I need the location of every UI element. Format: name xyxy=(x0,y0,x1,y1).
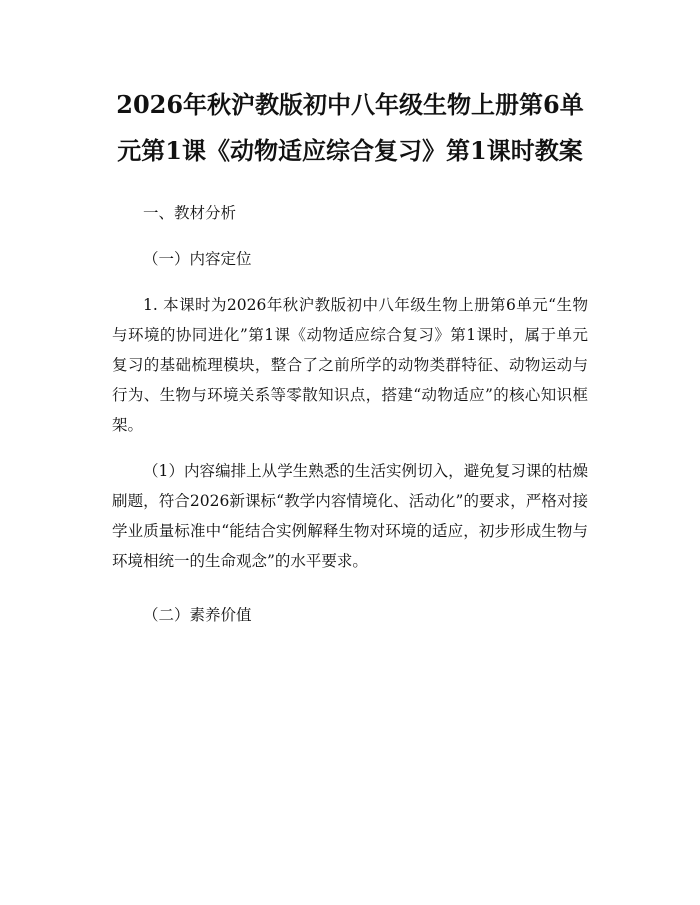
body-paragraph-1: 1. 本课时为2026年秋沪教版初中八年级生物上册第6单元“生物与环境的协同进化”第1课《动物适应综合复习》第1课时，属于单元复习的基础梳理模块，整合了之前所学的动物类群特征、动物运动与行为、生物与环境关系等零散知识点，搭建“动物适应”的核心知识框架。 xyxy=(112,296,588,434)
subsection-heading-literacy-value: （二）素养价值 xyxy=(143,606,252,624)
body-paragraph-2: （1）内容编排上从学生熟悉的生活实例切入，避免复习课的枯燥刷题，符合2026新课标“教学内容情境化、活动化”的要求，严格对接学业质量标准中“能结合实例解释生物对环境的适应，初步形成生物与环境相统一的生命观念”的水平要求。 xyxy=(112,462,588,570)
document-title: 2026年秋沪教版初中八年级生物上册第6单元第1课《动物适应综合复习》第1课时教案 xyxy=(116,90,584,165)
subsection-heading-content-positioning: （一）内容定位 xyxy=(143,250,252,268)
section-heading-teaching-material-analysis: 一、教材分析 xyxy=(143,204,237,222)
